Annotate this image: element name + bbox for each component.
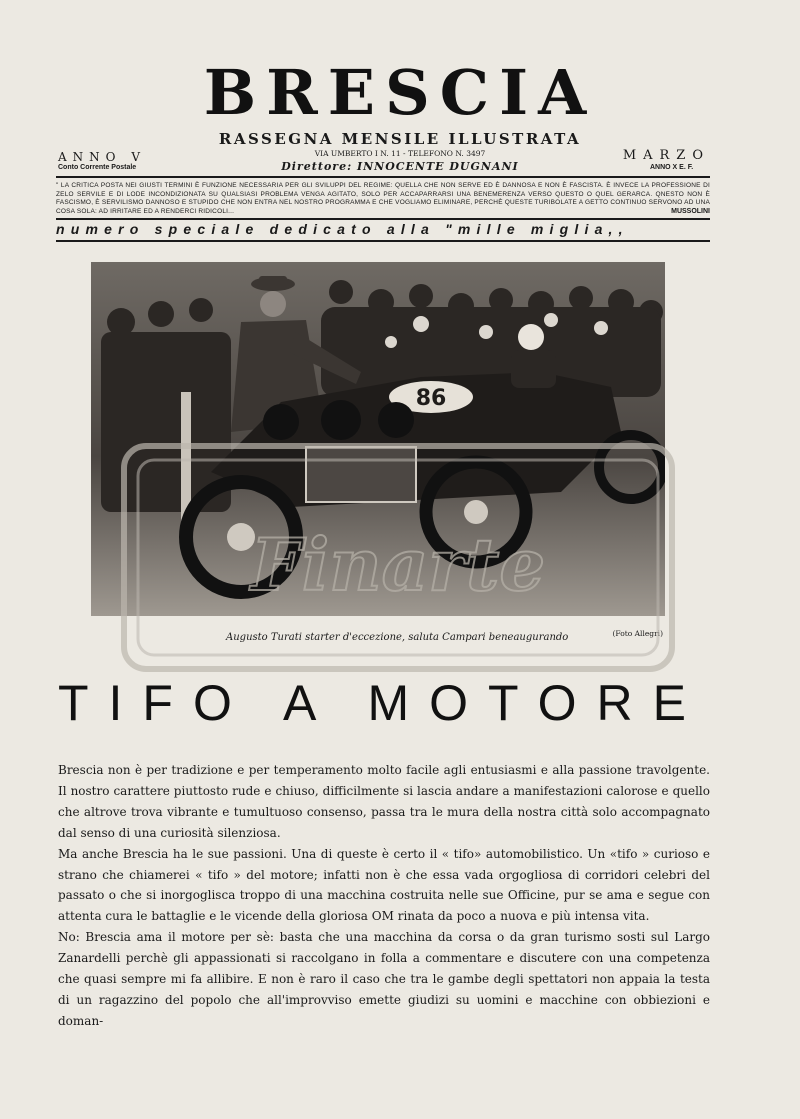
article-paragraph-3: No: Brescia ama il motore per sè: basta che una macchina da corsa o da gran turismo sosti sul Largo Zanardelli perchè gli appassionati si raccolgano in folla a commentare e discutere con una competenza che quasi sempre mi fa allibire. E non è raro il caso che tra le gambe degli spettatori non appaia la testa di un ragazzino del popolo che all'improvviso emette giudizi su uomini e macchine con obbiezioni e doman- xyxy=(58,930,710,1028)
article-paragraph-1: Brescia non è per tradizione e per temperamento molto facile agli entusiasmi e alla passione travolgente. Il nostro carattere piuttosto rude e chiuso, difficilmente si lascia andare a manifestazioni calorose e quello che altrove trova vibrante e tumultuoso consenso, passa tra le mura della nostra città solo accompagnato dal senso di una curiosità silenziosa. xyxy=(58,763,710,840)
article-paragraph-2: Ma anche Brescia ha le sue passioni. Una di queste è certo il « tifo» automobilistico. Un «tifo » curioso e strano che chiamerei « tifo » del motore; infatti non è che essa vada orgogliosa di corridori celebri del passato o che si inorgoglisca troppo di una macchina costruita nelle sue Officine, pur se ama e segue con attenta cura le battaglie e le vicende della gloriosa OM rinata da poco a nuova e più intensa vita. xyxy=(58,846,710,924)
banner-rule-bottom xyxy=(56,240,710,242)
masthead-rule xyxy=(56,176,710,178)
special-issue-banner: numero speciale dedicato alla "mille miglia,, xyxy=(56,221,629,237)
quote-block: " LA CRITICA POSTA NEI GIUSTI TERMINI È FUNZIONE NECESSARIA PER GLI SVILUPPI DEL REGIME: QUELLA CHE NON SERVE ED È DANNOSA E NON È FASCISTA. È INVECE LA PROFESSIONE DI ZELO SERVILE E DI LODE INCONDIZIONATA SU QUALSIASI PROBLEMA VENGA AGITATO, SOLO PER ACCAPARRARSI UNA BENEMERENZA VERSO QUESTO O QUEL GERARCA. QNESTO NON È FASCISMO, È SERVILISMO DANNOSO E STUPIDO CHE NON ENTRA NEL NOSTRO PROGRAMMA E CHE VOGLIAMO ELIMINARE, PERCHÈ QUESTE TURIBOLATE A GETTO CONTINUO SERVONO AD UNA COSA SOLA: AD IRRITARE ED A RENDERCI RIDICOLI... xyxy=(56,182,710,215)
address-line: VIA UMBERTO I N. 11 - TELEFONO N. 3497 xyxy=(314,149,486,158)
race-number: 86 xyxy=(415,386,447,411)
issue-month: MARZO xyxy=(622,148,710,163)
quote-rule-top xyxy=(56,218,710,220)
masthead-title: BRESCIA xyxy=(203,56,597,129)
masthead-subtitle: RASSEGNA MENSILE ILLUSTRATA xyxy=(218,130,582,148)
fascist-era-year: ANNO X E. F. xyxy=(650,164,694,171)
photo-credit: (Foto Allegri) xyxy=(612,629,663,638)
volume-label: ANNO V xyxy=(58,150,146,164)
photo-caption: Augusto Turati starter d'eccezione, saluta Campari beneaugurando xyxy=(226,632,569,643)
race-photo xyxy=(91,262,665,616)
watermark-text: Finarte xyxy=(250,522,546,607)
director-line: Direttore: INNOCENTE DUGNANI xyxy=(281,160,519,173)
article-headline: TIFO A MOTORE xyxy=(58,675,707,731)
article-body xyxy=(58,760,710,1032)
postal-account-note: Conto Corrente Postale xyxy=(58,164,137,171)
quote-author: MUSSOLINI xyxy=(671,208,710,215)
race-photo-illustration xyxy=(91,262,665,616)
